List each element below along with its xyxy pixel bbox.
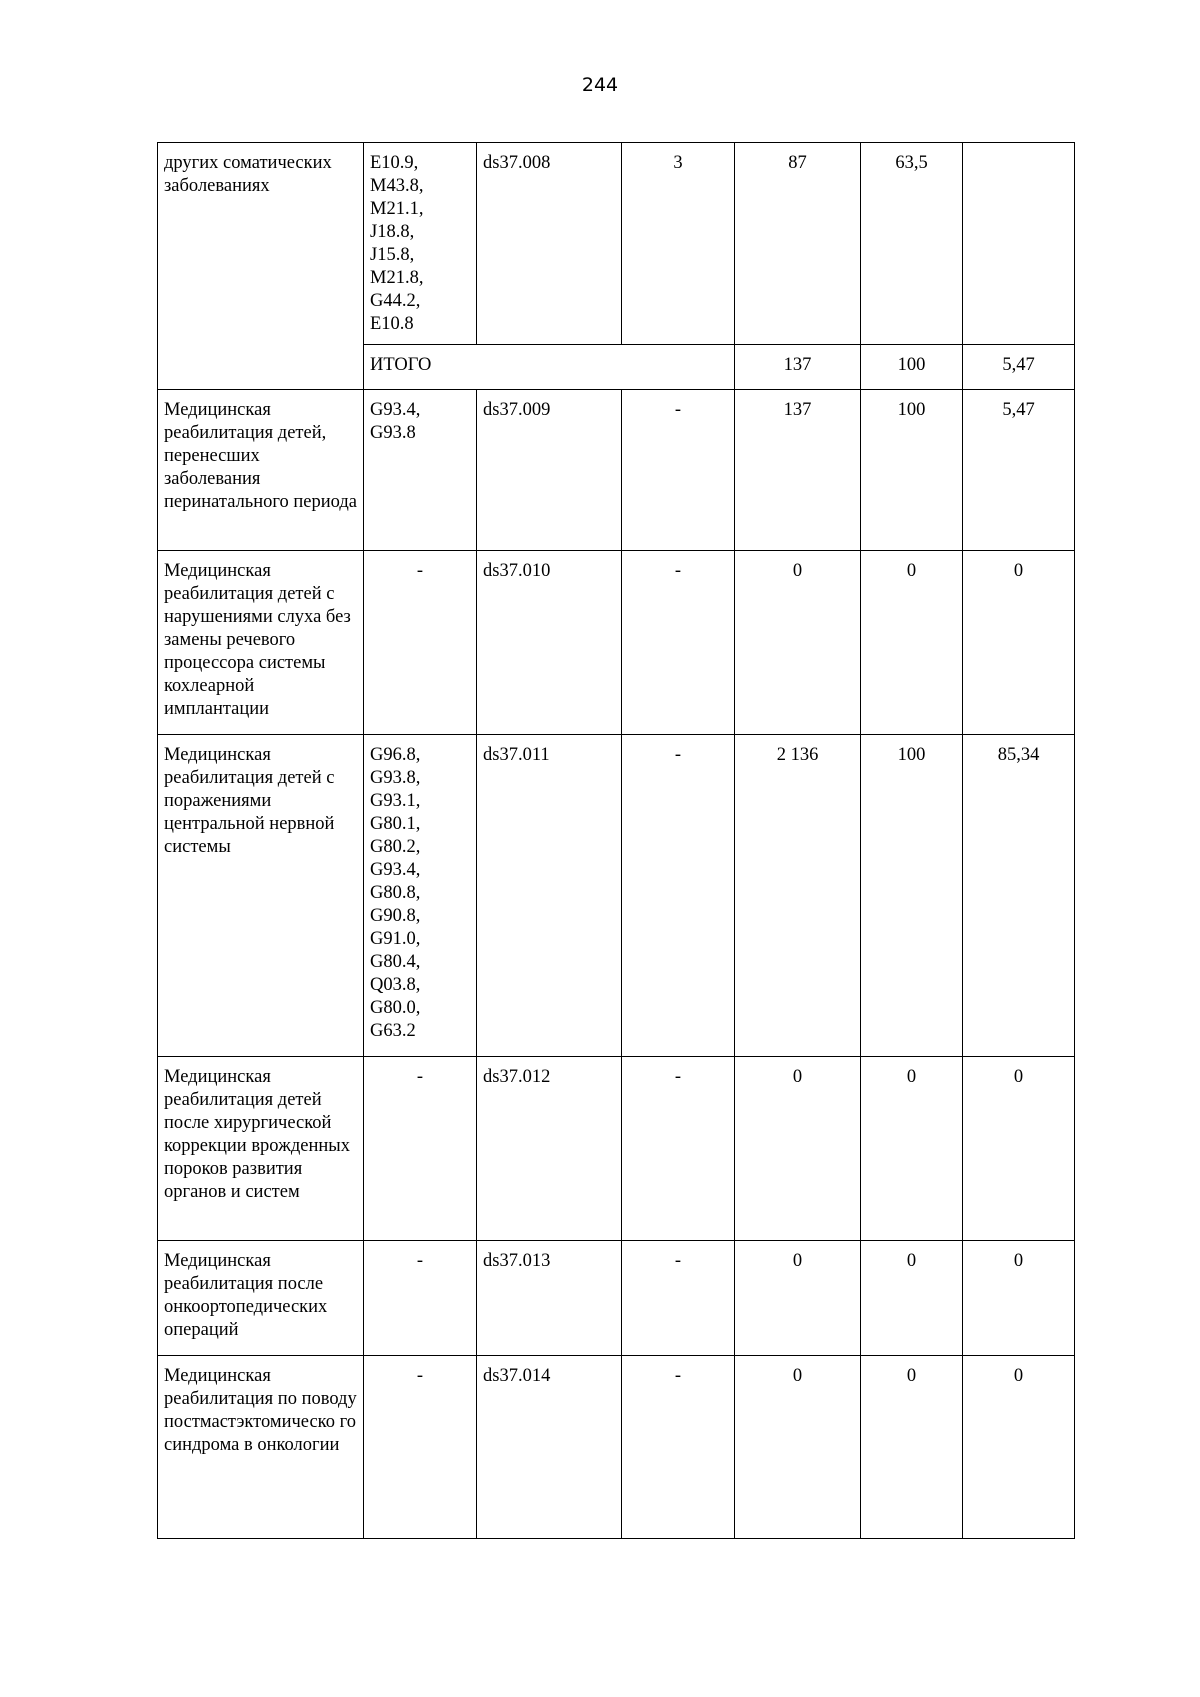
diagnosis-group-name: Медицинская реабилитация детей с поражениями центральной нервной системы <box>158 735 364 1057</box>
table-row <box>158 143 1075 345</box>
table-row <box>158 1057 1075 1241</box>
diagnosis-group-name: Медицинская реабилитация по поводу постмастэктомическо го синдрома в онкологии <box>158 1356 364 1539</box>
table-row <box>158 390 1075 551</box>
ksg-code: ds37.011 <box>477 735 622 1057</box>
column-4-value: - <box>622 735 735 1057</box>
ksg-code: ds37.009 <box>477 390 622 551</box>
column-6-value: 0 <box>861 1057 963 1241</box>
column-6-value: 100 <box>861 735 963 1057</box>
column-4-value: - <box>622 1057 735 1241</box>
ksg-code: ds37.010 <box>477 551 622 735</box>
diagnosis-group-name: Медицинская реабилитация детей с нарушениями слуха без замены речевого процессора системы кохлеарной имплантации <box>158 551 364 735</box>
column-5-value: 137 <box>735 390 861 551</box>
rehabilitation-table <box>157 142 1075 1539</box>
diagnosis-group-name: Медицинская реабилитация детей, перенесших заболевания перинатального периода <box>158 390 364 551</box>
icd-codes: - <box>364 1057 477 1241</box>
column-5-value: 87 <box>735 143 861 345</box>
diagnosis-group-name: других соматических заболеваниях <box>158 143 364 390</box>
ksg-code: ds37.013 <box>477 1241 622 1356</box>
diagnosis-group-name: Медицинская реабилитация детей после хирургической коррекции врожденных пороков развития органов и систем <box>158 1057 364 1241</box>
column-5-value: 2 136 <box>735 735 861 1057</box>
column-5-value: 0 <box>735 1057 861 1241</box>
table-row <box>158 1356 1075 1539</box>
column-4-value: - <box>622 1356 735 1539</box>
column-7-value: 0 <box>963 551 1075 735</box>
icd-codes: G96.8, G93.8, G93.1, G80.1, G80.2, G93.4, G80.8, G90.8, G91.0, G80.4, Q03.8, G80.0, G63.2 <box>364 735 477 1057</box>
column-4-value: 3 <box>622 143 735 345</box>
column-6-value: 0 <box>861 551 963 735</box>
column-7-value: 0 <box>963 1356 1075 1539</box>
page-number: 244 <box>581 74 619 96</box>
column-7-value: 0 <box>963 1241 1075 1356</box>
column-6-value: 100 <box>861 390 963 551</box>
icd-codes: - <box>364 1356 477 1539</box>
column-5-value: 0 <box>735 1241 861 1356</box>
ksg-code: ds37.008 <box>477 143 622 345</box>
diagnosis-group-name: Медицинская реабилитация после онкоортопедических операций <box>158 1241 364 1356</box>
column-5-value: 0 <box>735 551 861 735</box>
ksg-code: ds37.014 <box>477 1356 622 1539</box>
icd-codes: - <box>364 551 477 735</box>
column-6-value: 0 <box>861 1356 963 1539</box>
table-row <box>158 551 1075 735</box>
column-4-value: - <box>622 390 735 551</box>
table-row <box>158 735 1075 1057</box>
column-6-value: 63,5 <box>861 143 963 345</box>
ksg-code: ds37.012 <box>477 1057 622 1241</box>
column-6-value: 0 <box>861 1241 963 1356</box>
column-7-value: 0 <box>963 1057 1075 1241</box>
column-7-value: 5,47 <box>963 390 1075 551</box>
column-7-value: 5,47 <box>963 345 1075 390</box>
icd-codes: G93.4, G93.8 <box>364 390 477 551</box>
column-5-value: 0 <box>735 1356 861 1539</box>
column-4-value: - <box>622 551 735 735</box>
total-label: ИТОГО <box>364 345 735 390</box>
column-7-value <box>963 143 1075 345</box>
icd-codes: E10.9, M43.8, M21.1, J18.8, J15.8, M21.8, G44.2, E10.8 <box>364 143 477 345</box>
column-5-value: 137 <box>735 345 861 390</box>
column-7-value: 85,34 <box>963 735 1075 1057</box>
column-6-value: 100 <box>861 345 963 390</box>
table-row <box>158 1241 1075 1356</box>
column-4-value: - <box>622 1241 735 1356</box>
icd-codes: - <box>364 1241 477 1356</box>
